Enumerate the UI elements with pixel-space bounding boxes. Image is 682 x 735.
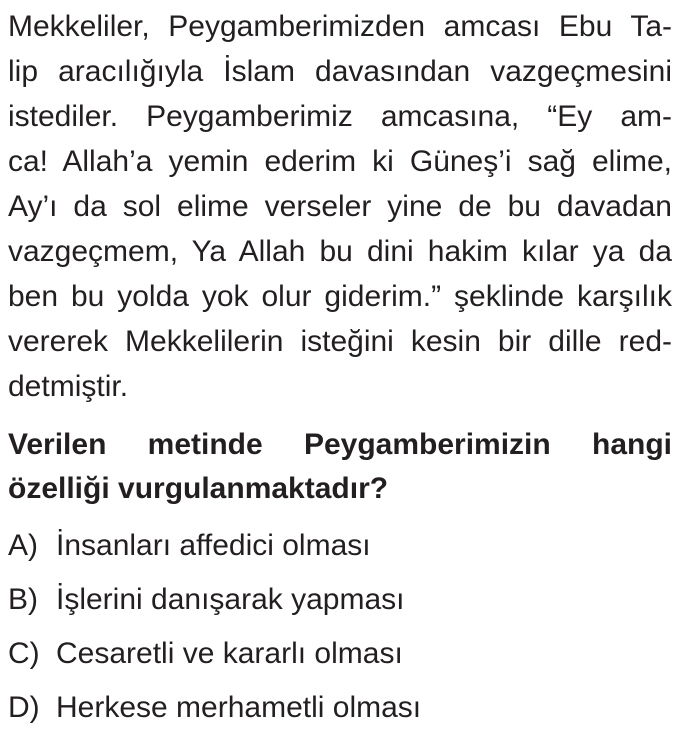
answer-options	[8, 519, 672, 735]
question-line: özelliği vurgulanmaktadır?	[8, 472, 389, 505]
option-text: İşlerini danışarak yapması	[56, 583, 405, 616]
passage-line: istediler. Peygamberimiz amcasına, “Ey am-	[8, 100, 672, 133]
passage-line: vererek Mekkelilerin isteğini kesin bir dille red-	[8, 325, 672, 358]
passage-line: Ay’ı da sol elime verseler yine de bu davadan	[8, 190, 672, 223]
passage-line: ca! Allah’a yemin ederim ki Güneş’i sağ elime,	[8, 145, 672, 178]
passage-line: lip aracılığıyla İslam davasından vazgeçmesini	[8, 55, 672, 88]
option-text: Cesaretli ve kararlı olması	[56, 637, 403, 670]
passage-line: detmiştir.	[8, 370, 129, 403]
option-c[interactable]	[8, 627, 672, 681]
option-text: Herkese merhametli olması	[56, 691, 422, 724]
option-letter: C)	[8, 637, 40, 670]
question-stem	[8, 423, 672, 511]
option-d[interactable]	[8, 681, 672, 735]
question-line: Verilen metinde Peygamberimizin hangi	[8, 428, 672, 461]
option-letter: A)	[8, 529, 38, 562]
passage-line: vazgeçmem, Ya Allah bu dini hakim kılar ya da	[8, 235, 672, 268]
option-text: İnsanları affedici olması	[56, 529, 371, 562]
option-letter: D)	[8, 691, 40, 724]
option-b[interactable]	[8, 573, 672, 627]
option-letter: B)	[8, 583, 38, 616]
passage-text	[8, 4, 672, 409]
option-a[interactable]	[8, 519, 672, 573]
passage-line: Mekkeliler, Peygamberimizden amcası Ebu Ta-	[8, 10, 672, 43]
question-card	[8, 4, 672, 735]
passage-line: ben bu yolda yok olur giderim.” şeklinde karşılık	[8, 280, 672, 313]
